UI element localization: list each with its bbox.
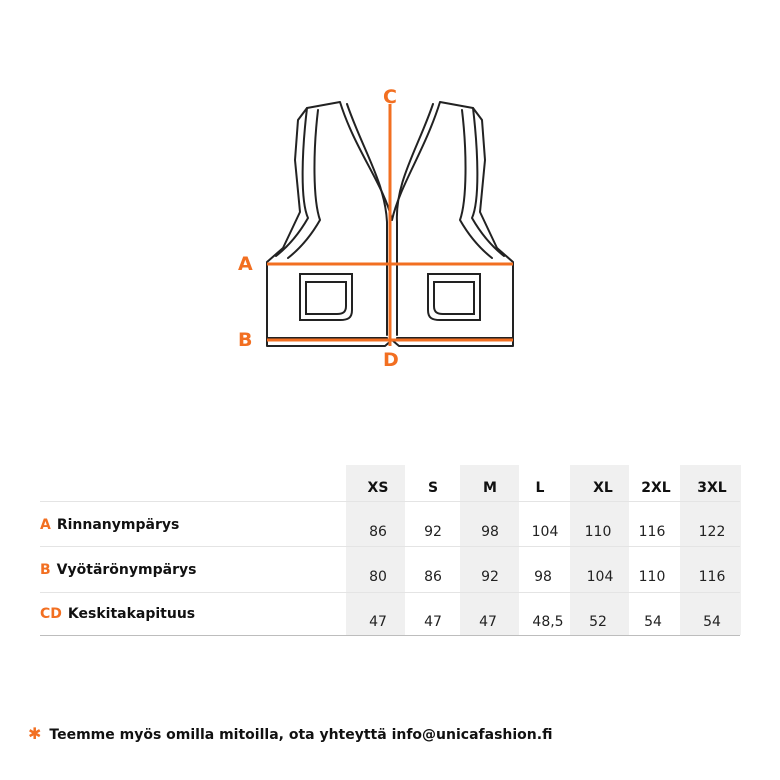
table-cell: 52 bbox=[589, 614, 607, 630]
row-code: CD bbox=[40, 606, 62, 622]
table-cell: 47 bbox=[424, 614, 442, 630]
table-cell: 80 bbox=[369, 569, 387, 585]
table-cell: 92 bbox=[481, 569, 499, 585]
table-cell: 54 bbox=[644, 614, 662, 630]
footnote-text: Teemme myös omilla mitoilla, ota yhteyttä info@unicafashion.fi bbox=[49, 727, 553, 743]
table-cell: 104 bbox=[531, 524, 559, 540]
table-cell: 110 bbox=[584, 524, 612, 540]
table-cell: 47 bbox=[369, 614, 387, 630]
table-rule bbox=[40, 592, 740, 593]
table-cell: 116 bbox=[638, 524, 666, 540]
row-label-chest bbox=[40, 517, 179, 533]
label-a: A bbox=[238, 253, 253, 275]
table-cell: 98 bbox=[481, 524, 499, 540]
size-header-xl: XL bbox=[593, 480, 613, 496]
table-rule bbox=[40, 546, 740, 547]
size-header-m: M bbox=[483, 480, 497, 496]
row-label-text: Vyötärönympärys bbox=[56, 562, 197, 578]
table-cell: 54 bbox=[703, 614, 721, 630]
table-cell: 48,5 bbox=[532, 614, 564, 630]
table-cell: 86 bbox=[369, 524, 387, 540]
table-cell: 110 bbox=[638, 569, 666, 585]
label-b: B bbox=[238, 329, 253, 351]
label-c: C bbox=[383, 86, 397, 108]
asterisk-icon: ✱ bbox=[28, 724, 42, 743]
row-label-waist bbox=[40, 562, 196, 578]
row-label-text: Keskitakapituus bbox=[67, 606, 196, 622]
table-cell: 122 bbox=[698, 524, 726, 540]
custom-sizing-note bbox=[28, 724, 552, 743]
table-bottom-rule bbox=[40, 635, 740, 636]
row-code: A bbox=[40, 517, 51, 533]
row-code: B bbox=[40, 562, 51, 578]
size-header-2xl: 2XL bbox=[641, 480, 671, 496]
size-header-3xl: 3XL bbox=[697, 480, 727, 496]
size-header-xs: XS bbox=[367, 480, 389, 496]
table-cell: 104 bbox=[586, 569, 614, 585]
table-cell: 116 bbox=[698, 569, 726, 585]
table-cell: 98 bbox=[534, 569, 552, 585]
label-d: D bbox=[383, 349, 399, 371]
table-rule bbox=[40, 501, 740, 502]
table-cell: 92 bbox=[424, 524, 442, 540]
table-cell: 47 bbox=[479, 614, 497, 630]
size-header-l: L bbox=[535, 480, 545, 496]
row-label-back-length bbox=[40, 606, 195, 622]
table-cell: 86 bbox=[424, 569, 442, 585]
size-header-s: S bbox=[427, 480, 439, 496]
row-label-text: Rinnanympärys bbox=[56, 517, 180, 533]
